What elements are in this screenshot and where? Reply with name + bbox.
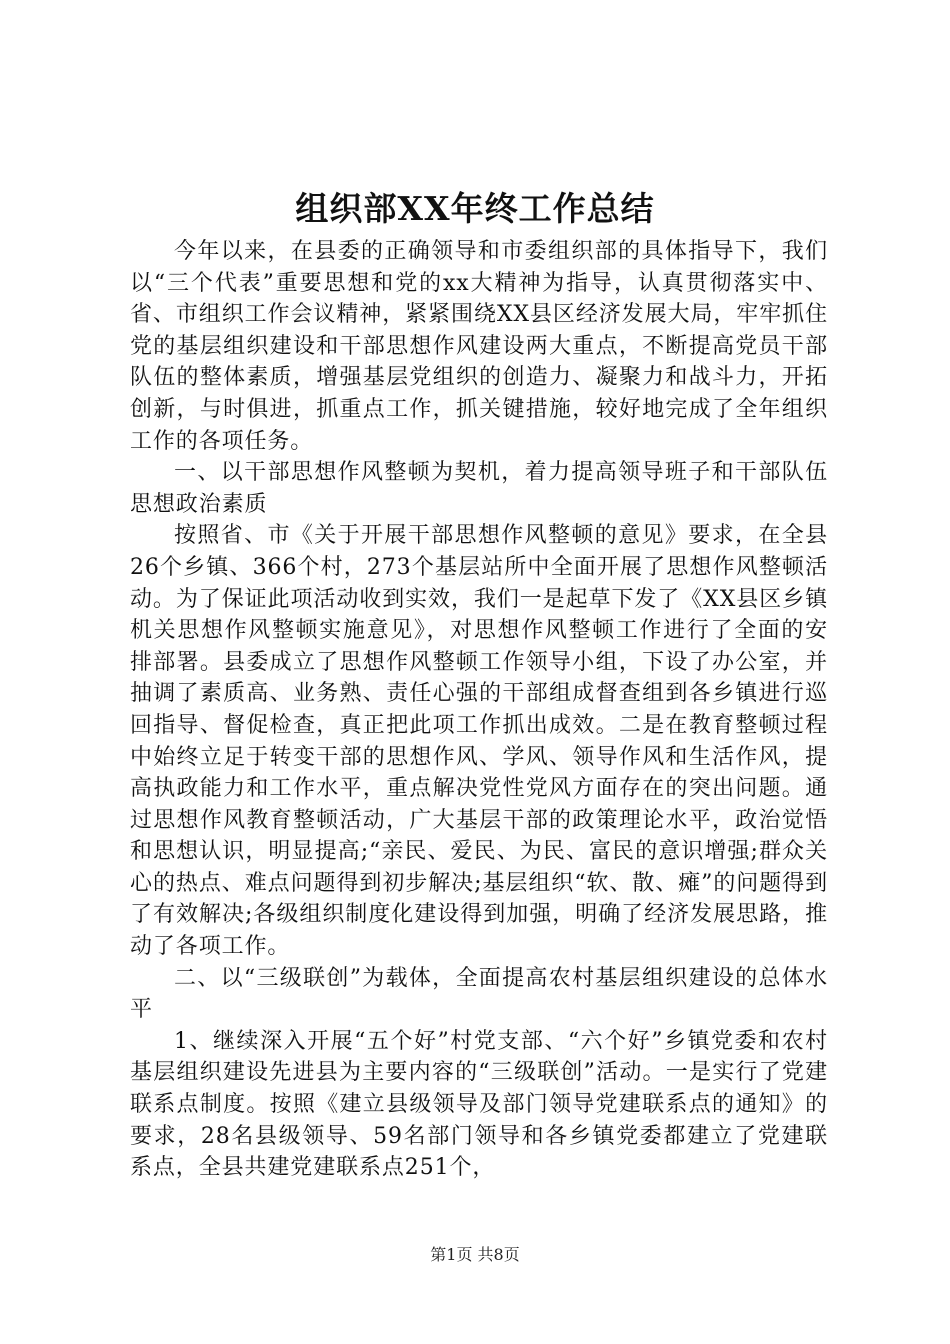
document-title: 组织部XX年终工作总结	[295, 189, 655, 228]
paragraph-section-2-item-1: 1、继续深入开展“五个好”村党支部、“六个好”乡镇党委和农村基层组织建设先进县为主要内容的“三级联创”活动。一是实行了党建联系点制度。按照《建立县级领导及部门领导党建联系点的通知》的要求，28名县级领导、59名部门领导和各乡镇党委都建立了党建联系点，全县共建党建联系点251个，	[130, 1028, 828, 1181]
paragraph-section-1: 按照省、市《关于开展干部思想作风整顿的意见》要求，在全县26个乡镇、366个村，273个基层站所中全面开展了思想作风整顿活动。为了保证此项活动收到实效，我们一是起草下发了《XX县区乡镇机关思想作风整顿实施意见》，对思想作风整顿工作进行了全面的安排部署。县委成立了思想作风整顿工作领导小组，下设了办公室，并抽调了素质高、业务熟、责任心强的干部组成督查组到各乡镇进行巡回指导、督促检查，真正把此项工作抓出成效。二是在教育整顿过程中始终立足于转变干部的思想作风、学风、领导作风和生活作风，提高执政能力和工作水平，重点解决党性党风方面存在的突出问题。通过思想作风教育整顿活动，广大基层干部的政策理论水平，政治觉悟和思想认识，明显提高;“亲民、爱民、为民、富民的意识增强;群众关心的热点、难点问题得到初步解决;基层组织“软、散、瘫”的问题得到了有效解决;各级组织制度化建设得到加强，明确了经济发展思路，推动了各项工作。	[130, 523, 828, 960]
page-number: 第1页 共8页	[430, 1245, 520, 1264]
document-body	[130, 236, 828, 1184]
section-heading-2: 二、以“三级联创”为载体，全面提高农村基层组织建设的总体水平	[130, 965, 828, 1023]
paragraph-intro: 今年以来，在县委的正确领导和市委组织部的具体指导下，我们以“三个代表”重要思想和党的xx大精神为指导，认真贯彻落实中、省、市组织工作会议精神，紧紧围绕XX县区经济发展大局，牢牢抓住党的基层组织建设和干部思想作风建设两大重点，不断提高党员干部队伍的整体素质，增强基层党组织的创造力、凝聚力和战斗力，开拓创新，与时俱进，抓重点工作，抓关键措施，较好地完成了全年组织工作的各项任务。	[130, 239, 828, 454]
section-heading-1: 一、以干部思想作风整顿为契机，着力提高领导班子和干部队伍思想政治素质	[130, 460, 828, 517]
